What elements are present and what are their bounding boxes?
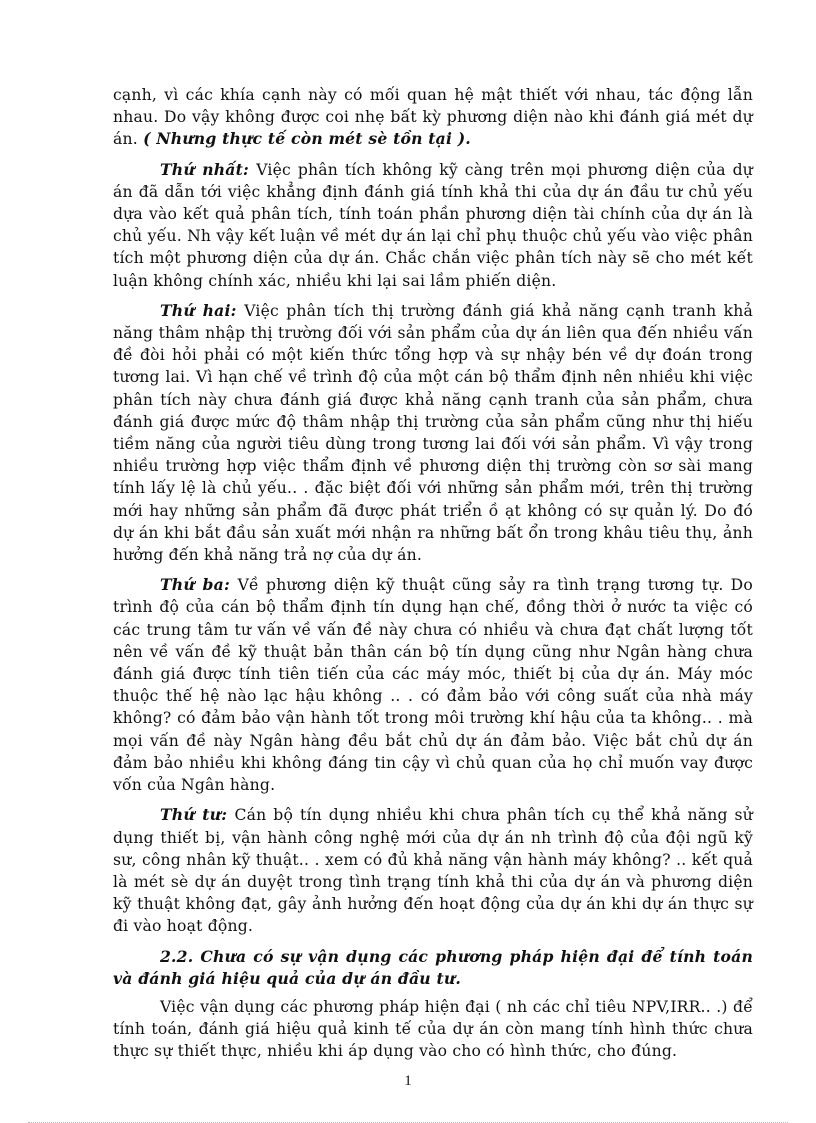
paragraph-intro [113, 84, 753, 151]
paragraph-third [113, 574, 753, 796]
paragraph-lead: Thứ nhất: [160, 159, 257, 179]
paragraph-text: cạnh, vì các khía cạnh này có mối quan hệ mật thiết với nhau, tác động lẫn nhau. Do vậy không được coi nhẹ bất kỳ phương diện nào khi đánh giá mét dự án. [113, 86, 753, 149]
paragraph-first [113, 159, 753, 292]
paragraph-text: Việc phân tích không kỹ càng trên mọi phương diện của dự án đã dẫn tới việc khẳng định đánh giá tính khả thi của dự án đầu tư chủ yếu dựa vào kết quả phân tích, tính toán phần phương diện tài chính của dự án là chủ yếu. Nh vậy kết luận về mét dự án lại chỉ phụ thuộc chủ yếu vào việc phân tích một phương diện của dự án. Chắc chắn việc phân tích này sẽ cho mét kết luận không chính xác, nhiều khi lại sai lầm phiến diện. [113, 160, 753, 290]
document-body [113, 84, 753, 1071]
paragraph-fourth [113, 804, 753, 937]
paragraph-lead: Thứ ba: [160, 575, 238, 595]
page-number: 1 [404, 1073, 412, 1089]
paragraph-text: Cán bộ tín dụng nhiều khi chưa phân tích cụ thể khả năng sử dụng thiết bị, vận hành công nghệ mới của dự án nh trình độ của đội ngũ kỹ sư, công nhân kỹ thuật.. . xem có đủ khả năng vận hành máy không? .. kết quả là mét sè dự án duyệt trong tình trạng tính khả thi của dự án và phương diện kỹ thuật không đạt, gây ảnh hưởng đến hoạt động của dự án khi dự án thực sự đi vào hoạt động. [113, 806, 753, 936]
paragraph-text: Về phương diện kỹ thuật cũng sảy ra tình trạng tương tự. Do trình độ của cán bộ thẩm định tín dụng hạn chế, đồng thời ở nước ta việc có các trung tâm tư vấn về vấn đề này chưa có nhiều và chưa đạt chất lượng tốt nên về vấn đề kỹ thuật bản thân cán bộ tín dụng cũng như Ngân hàng chưa đánh giá được tính tiên tiến của các máy móc, thiết bị của dự án. Máy móc thuộc thế hệ nào lạc hậu không .. . có đảm bảo với công suất của nhà máy không? có đảm bảo vận hành tốt trong môi trường khí hậu của ta không.. . mà mọi vấn đề này Ngân hàng đều bắt chủ dự án đảm bảo. Việc bắt chủ dự án đảm bảo nhiều khi không đáng tin cậy vì chủ quan của họ chỉ muốn vay được vốn của Ngân hàng. [113, 576, 753, 795]
paragraph-lead: Thứ tư: [160, 805, 235, 825]
paragraph-second [113, 300, 753, 566]
emphasis-note: ( Nhưng thực tế còn mét sè tồn tại ). [143, 129, 471, 149]
paragraph-text: Việc phân tích thị trường đánh giá khả năng cạnh tranh khả năng thâm nhập thị trường đối với sản phẩm của dự án liên qua đến nhiều vấn đề đòi hỏi phải có một kiến thức tổng hợp và sự nhậy bén về dự đoán trong tương lai. Vì hạn chế về trình độ của một cán bộ thẩm định nên nhiều khi việc phân tích này chưa đánh giá được khả năng cạnh tranh của sản phẩm, chưa đánh giá được mức độ thâm nhập thị trường của sản phẩm cũng như thị hiếu tiềm năng của người tiêu dùng trong tương lai đối với sản phẩm. Vì vậy trong nhiều trường hợp việc thẩm định về phương diện thị trường còn sơ sài mang tính lấy lệ là chủ yếu.. . đặc biệt đối với những sản phẩm mới, trên thị trường mới hay những sản phẩm đã được phát triển ồ ạt không có sự quản lý. Do đó dự án khi bắt đầu sản xuất mới nhận ra những bất ổn trong khâu tiêu thụ, ảnh hưởng đến khả năng trả nợ của dự án. [113, 301, 753, 565]
paragraph-last: Việc vận dụng các phương pháp hiện đại ( nh các chỉ tiêu NPV,IRR.. .) để tính toán, đánh giá hiệu quả kinh tế của dự án còn mang tính hình thức chưa thực sự thiết thực, nhiều khi áp dụng vào cho có hình thức, cho đúng. [113, 997, 753, 1061]
section-heading: 2.2. Chưa có sự vận dụng các phương pháp hiện đại để tính toán và đánh giá hiệu quả của dự án đầu tư. [113, 946, 753, 988]
paragraph-lead: Thứ hai: [160, 300, 245, 320]
